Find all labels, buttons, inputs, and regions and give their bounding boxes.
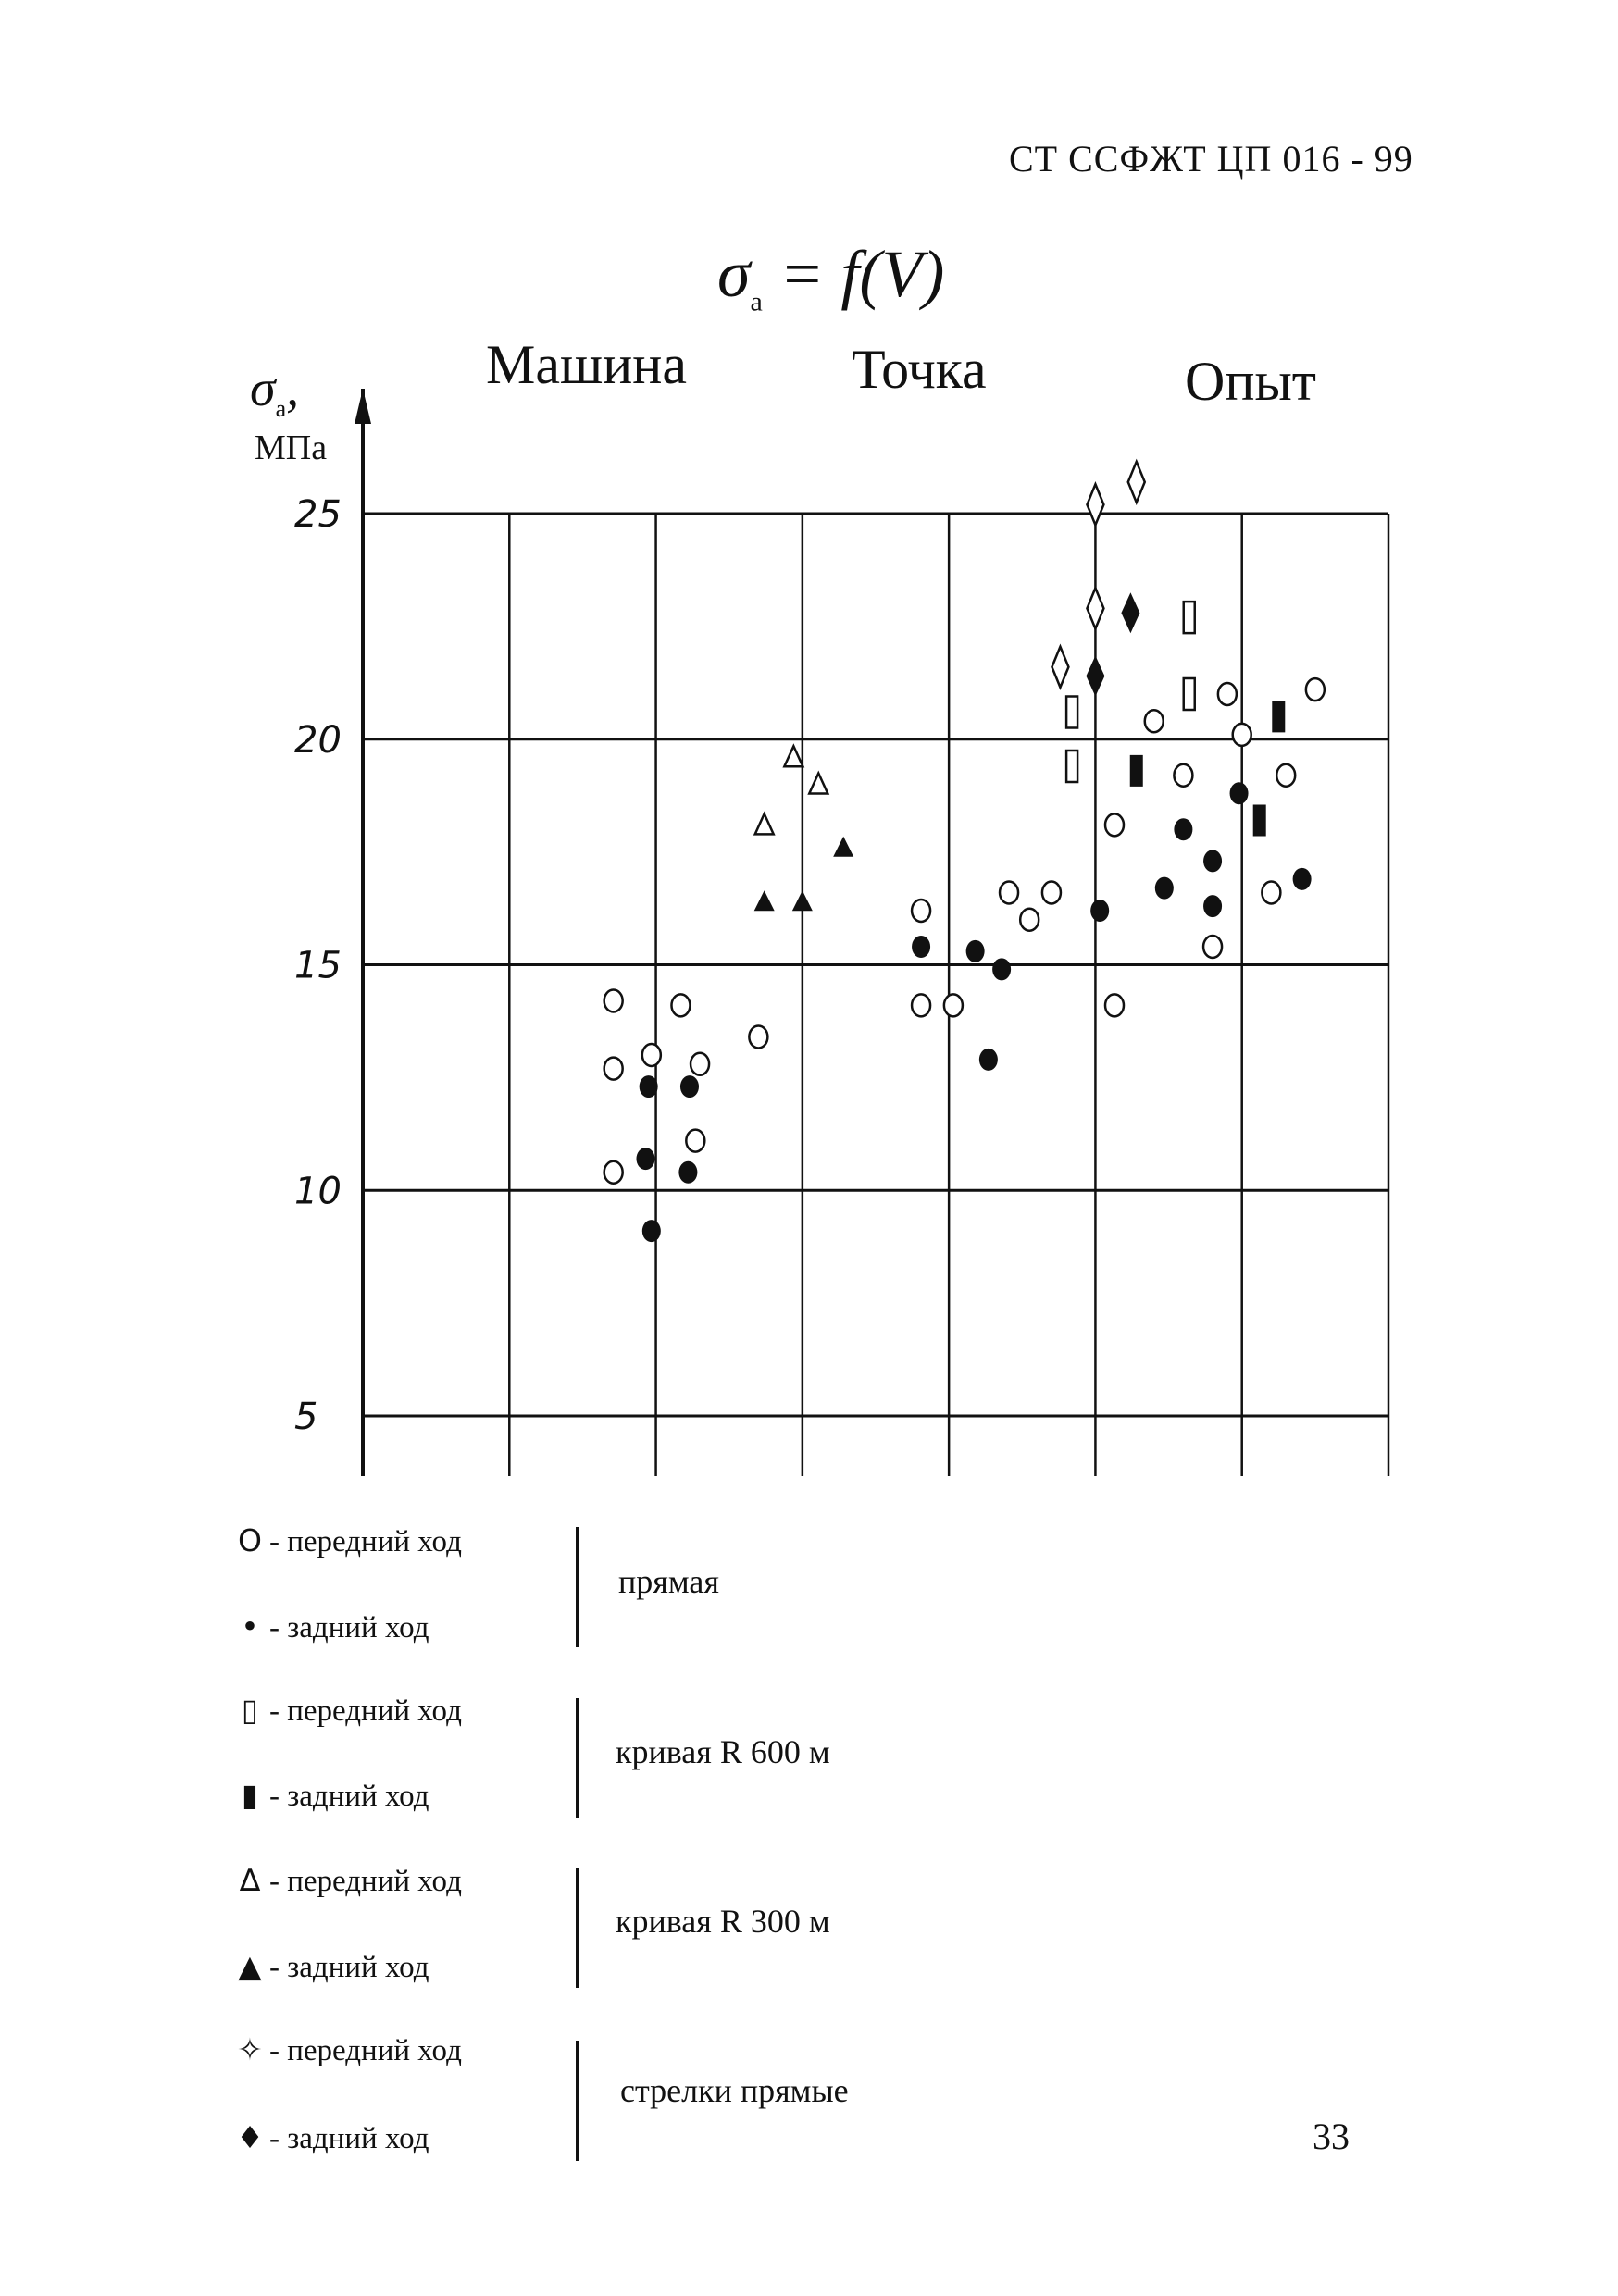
point-open-diamond xyxy=(1052,647,1068,688)
point-filled-rectangle xyxy=(1130,755,1143,787)
point-open-circle xyxy=(691,1053,709,1075)
y-tick-label: 25 xyxy=(294,493,342,536)
point-filled-circle xyxy=(1230,782,1249,804)
legend-label: - передний ход xyxy=(269,1865,462,1898)
legend-bracket xyxy=(576,2041,579,2161)
point-filled-diamond xyxy=(1121,592,1139,633)
open-triangle-icon: ∆ xyxy=(239,1862,261,1898)
point-open-circle xyxy=(1105,994,1124,1016)
point-open-diamond xyxy=(1087,588,1103,628)
legend-label: - передний ход xyxy=(269,2034,462,2067)
point-open-circle xyxy=(686,1130,704,1152)
legend-item-filled-triangle xyxy=(236,1948,429,1985)
point-filled-rectangle xyxy=(1253,805,1266,837)
legend-label: - задний ход xyxy=(269,1780,429,1813)
filled-circle-icon: • xyxy=(241,1608,259,1644)
point-filled-circle xyxy=(979,1049,998,1071)
point-filled-rectangle xyxy=(1272,701,1285,732)
point-open-circle xyxy=(1042,882,1061,904)
point-open-circle xyxy=(1306,678,1325,701)
header-point: Точка xyxy=(852,339,987,400)
point-filled-circle xyxy=(1155,877,1174,900)
point-open-circle xyxy=(671,994,690,1016)
group-label-curve-300: кривая R 300 м xyxy=(616,1903,830,1940)
y-tick-label: 10 xyxy=(294,1170,342,1213)
point-filled-circle xyxy=(1293,868,1312,890)
y-tick-label: 20 xyxy=(294,718,342,762)
point-filled-circle xyxy=(1203,850,1222,872)
point-open-circle xyxy=(912,900,930,922)
point-open-triangle xyxy=(755,813,774,834)
point-open-circle xyxy=(604,990,623,1012)
y-tick-label: 5 xyxy=(294,1396,318,1438)
point-filled-circle xyxy=(1174,818,1192,840)
page-number: 33 xyxy=(1313,2116,1350,2157)
point-filled-circle xyxy=(1203,895,1222,917)
title-function: = f(V) xyxy=(762,237,945,311)
y-tick-label: 15 xyxy=(294,944,342,987)
point-open-circle xyxy=(944,994,963,1016)
point-open-circle xyxy=(749,1026,767,1049)
filled-rectangle-icon: ▮ xyxy=(241,1777,259,1813)
legend-label: - задний ход xyxy=(269,2122,429,2155)
open-rectangle-icon: ▯ xyxy=(241,1692,259,1728)
point-open-circle xyxy=(1218,683,1237,705)
legend-item-filled-rectangle xyxy=(236,1777,429,1814)
point-open-circle xyxy=(1020,909,1039,931)
y-axis-arrow xyxy=(355,389,371,424)
point-filled-circle xyxy=(642,1220,661,1242)
point-filled-circle xyxy=(678,1161,697,1184)
point-open-circle xyxy=(1233,724,1251,746)
legend-label: - передний ход xyxy=(269,1525,462,1558)
point-filled-circle xyxy=(966,940,985,962)
title-subscript: a xyxy=(750,286,763,317)
group-label-curve-600: кривая R 600 м xyxy=(616,1733,830,1770)
point-open-circle xyxy=(604,1161,623,1184)
legend-item-filled-circle xyxy=(236,1608,429,1645)
header-experiment: Опыт xyxy=(1185,351,1316,412)
legend-item-filled-diamond xyxy=(236,2119,429,2156)
point-filled-diamond xyxy=(1086,656,1104,697)
point-open-diamond xyxy=(1087,484,1103,525)
point-open-circle xyxy=(912,994,930,1016)
point-open-circle xyxy=(1000,882,1018,904)
legend-bracket xyxy=(576,1868,579,1988)
point-filled-triangle xyxy=(833,837,853,857)
point-open-diamond xyxy=(1128,462,1145,503)
y-axis-comma: , xyxy=(286,360,300,417)
y-axis-subscript: a xyxy=(275,395,287,423)
point-open-circle xyxy=(1276,764,1295,787)
point-open-rectangle xyxy=(1066,697,1077,728)
point-open-circle xyxy=(1105,813,1124,836)
point-filled-triangle xyxy=(792,890,813,911)
filled-triangle-icon: ▲ xyxy=(238,1948,262,1984)
document-code: СТ ССФЖТ ЦП 016 - 99 xyxy=(1009,138,1413,180)
legend-label: - задний ход xyxy=(269,1611,429,1644)
header-machine: Машина xyxy=(486,334,688,395)
point-open-rectangle xyxy=(1066,751,1077,782)
point-open-rectangle xyxy=(1184,602,1195,633)
open-circle-icon: O xyxy=(238,1522,262,1558)
point-open-triangle xyxy=(809,774,828,794)
title-sigma: σ xyxy=(717,237,751,311)
point-filled-circle xyxy=(992,958,1011,980)
open-diamond-icon: ✧ xyxy=(237,2031,263,2067)
legend-item-open-triangle xyxy=(236,1862,462,1899)
legend-bracket xyxy=(576,1527,579,1647)
point-filled-circle xyxy=(636,1148,654,1170)
y-axis-sigma: σ xyxy=(250,360,276,417)
filled-diamond-icon: ♦ xyxy=(236,2119,264,2155)
point-open-circle xyxy=(1203,936,1222,958)
legend-item-open-circle xyxy=(236,1522,462,1559)
legend-item-open-diamond xyxy=(236,2031,462,2068)
group-label-switch-straight: стрелки прямые xyxy=(620,2072,849,2109)
legend-label: - задний ход xyxy=(269,1951,429,1984)
chart-grid xyxy=(355,389,1388,1476)
point-filled-circle xyxy=(680,1075,699,1098)
point-open-circle xyxy=(1145,710,1164,732)
group-label-straight: прямая xyxy=(618,1563,719,1600)
legend-item-open-rectangle xyxy=(236,1692,462,1729)
point-filled-circle xyxy=(640,1075,658,1098)
point-open-circle xyxy=(642,1044,661,1066)
y-tick-labels xyxy=(294,493,342,1438)
point-open-circle xyxy=(604,1058,623,1080)
point-open-circle xyxy=(1262,882,1280,904)
point-open-rectangle xyxy=(1184,678,1195,710)
point-filled-triangle xyxy=(754,890,775,911)
point-open-triangle xyxy=(784,746,803,766)
legend-bracket xyxy=(576,1698,579,1818)
y-axis-unit: МПа xyxy=(255,428,328,467)
legend-label: - передний ход xyxy=(269,1694,462,1728)
point-filled-circle xyxy=(1090,900,1109,922)
data-points xyxy=(604,462,1325,1242)
point-filled-circle xyxy=(912,936,930,958)
point-open-circle xyxy=(1174,764,1192,787)
